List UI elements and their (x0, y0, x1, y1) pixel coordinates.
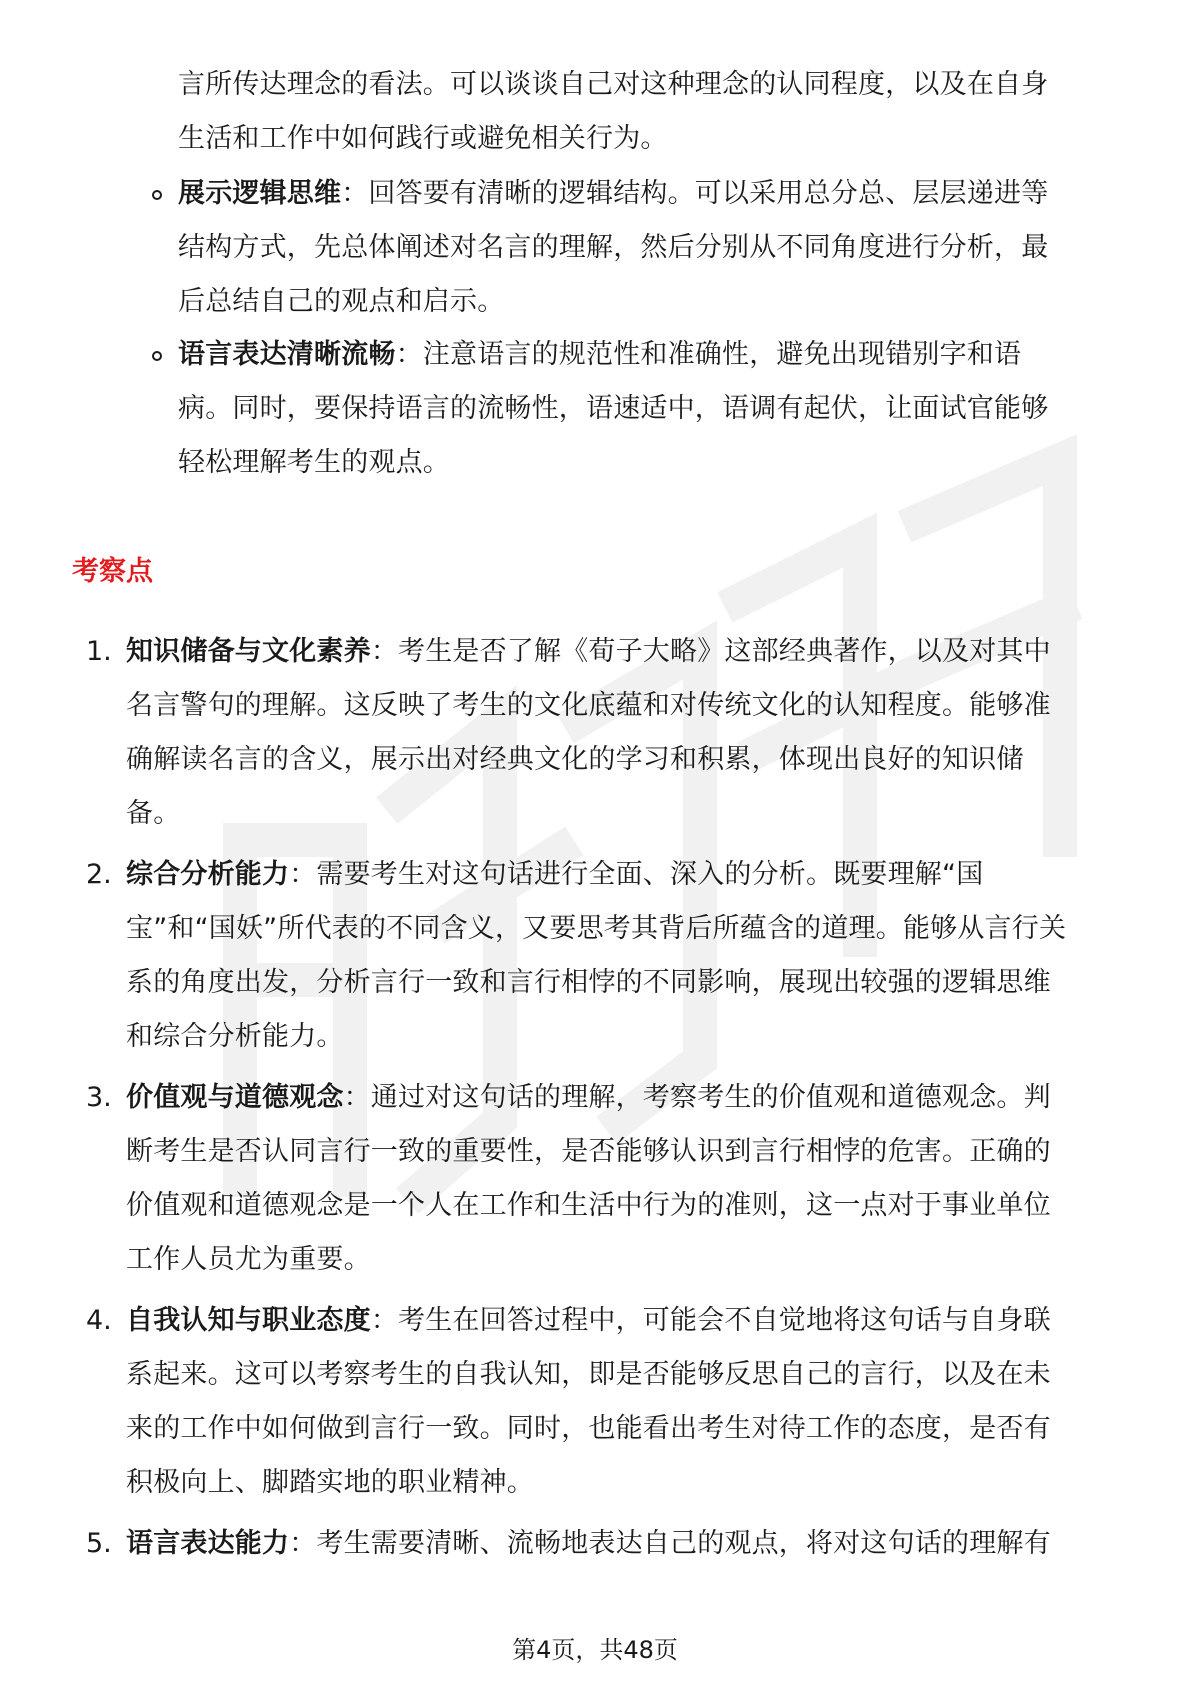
point-1-number: 1. (86, 636, 112, 667)
point-2-number: 2. (86, 859, 112, 890)
point-4-line-2: 系起来。这可以考察考生的自我认知，即是否能够反思自己的言行，以及在未 (126, 1359, 1051, 1390)
point-2-line-1 (126, 857, 983, 893)
intro-line-1: 言所传达理念的看法。可以谈谈自己对这种理念的认同程度，以及在自身 (178, 69, 1049, 100)
sub-bullet-2-line-3: 轻松理解考生的观点。 (178, 447, 450, 478)
sub-bullet-2-line-1 (178, 337, 1021, 373)
watermark-graphic (200, 420, 1100, 1240)
point-4-line-3: 来的工作中如何做到言行一致。同时，也能看出考生对待工作的态度，是否有 (126, 1413, 1051, 1444)
point-1-line-2: 名言警句的理解。这反映了考生的文化底蕴和对传统文化的认知程度。能够准 (126, 690, 1051, 721)
point-4-line-1 (126, 1303, 1051, 1339)
bullet-circle-icon (152, 190, 162, 200)
point-3-title: 价值观与道德观念 (126, 1082, 344, 1113)
sub-bullet-2-line-2: 病。同时，要保持语言的流畅性，语速适中，语调有起伏，让面试官能够 (178, 393, 1049, 424)
point-4-line-4: 积极向上、脚踏实地的职业精神。 (126, 1467, 534, 1498)
point-5-title: 语言表达能力 (126, 1528, 290, 1559)
point-3-line-3: 价值观和道德观念是一个人在工作和生活中行为的准则，这一点对于事业单位 (126, 1190, 1051, 1221)
point-5-line-1 (126, 1526, 1051, 1562)
point-3-text: ：通过对这句话的理解，考察考生的价值观和道德观念。判 (343, 1082, 1051, 1113)
point-3-line-2: 断考生是否认同言行一致的重要性，是否能够认识到言行相悖的危害。正确的 (126, 1136, 1051, 1167)
intro-line-2: 生活和工作中如何践行或避免相关行为。 (178, 123, 668, 154)
sub-bullet-1-title: 展示逻辑思维 (178, 178, 342, 209)
bullet-circle-icon (152, 351, 162, 361)
point-4-title: 自我认知与职业态度 (126, 1305, 371, 1336)
point-2-text: ：需要考生对这句话进行全面、深入的分析。既要理解“国 (289, 859, 984, 890)
point-3-line-1 (126, 1080, 1051, 1116)
page-number-footer: 第4页，共48页 (512, 1636, 678, 1664)
point-5-number: 5. (86, 1528, 112, 1559)
sub-bullet-1-line-1 (178, 176, 1048, 212)
sub-bullet-2-title: 语言表达清晰流畅 (178, 339, 396, 370)
point-1-text: ：考生是否了解《荀子大略》这部经典著作，以及对其中 (370, 636, 1051, 667)
point-4-text: ：考生在回答过程中，可能会不自觉地将这句话与自身联 (370, 1305, 1051, 1336)
point-2-line-3: 系的角度出发，分析言行一致和言行相悖的不同影响，展现出较强的逻辑思维 (126, 967, 1051, 998)
point-2-title: 综合分析能力 (126, 859, 290, 890)
point-4-number: 4. (86, 1305, 112, 1336)
point-1-title: 知识储备与文化素养 (126, 636, 371, 667)
point-1-line-3: 确解读名言的含义，展示出对经典文化的学习和积累，体现出良好的知识储 (126, 744, 1024, 775)
section-heading: 考察点 (72, 556, 153, 587)
sub-bullet-1-line-2: 结构方式，先总体阐述对名言的理解，然后分别从不同角度进行分析，最 (178, 232, 1049, 263)
point-1-line-4: 备。 (126, 798, 181, 829)
sub-bullet-2-text: ：注意语言的规范性和准确性，避免出现错别字和语 (395, 339, 1022, 370)
sub-bullet-1-line-3: 后总结自己的观点和启示。 (178, 286, 505, 317)
sub-bullet-1-text: ：回答要有清晰的逻辑结构。可以采用总分总、层层递进等 (341, 178, 1049, 209)
point-2-line-2: 宝”和“国妖”所代表的不同含义，又要思考其背后所蕴含的道理。能够从言行关 (126, 913, 1067, 944)
point-1-line-1 (126, 634, 1051, 670)
point-2-line-4: 和综合分析能力。 (126, 1021, 344, 1052)
point-3-number: 3. (86, 1082, 112, 1113)
point-5-text: ：考生需要清晰、流畅地表达自己的观点，将对这句话的理解有 (289, 1528, 1051, 1559)
point-3-line-4: 工作人员尤为重要。 (126, 1244, 371, 1275)
